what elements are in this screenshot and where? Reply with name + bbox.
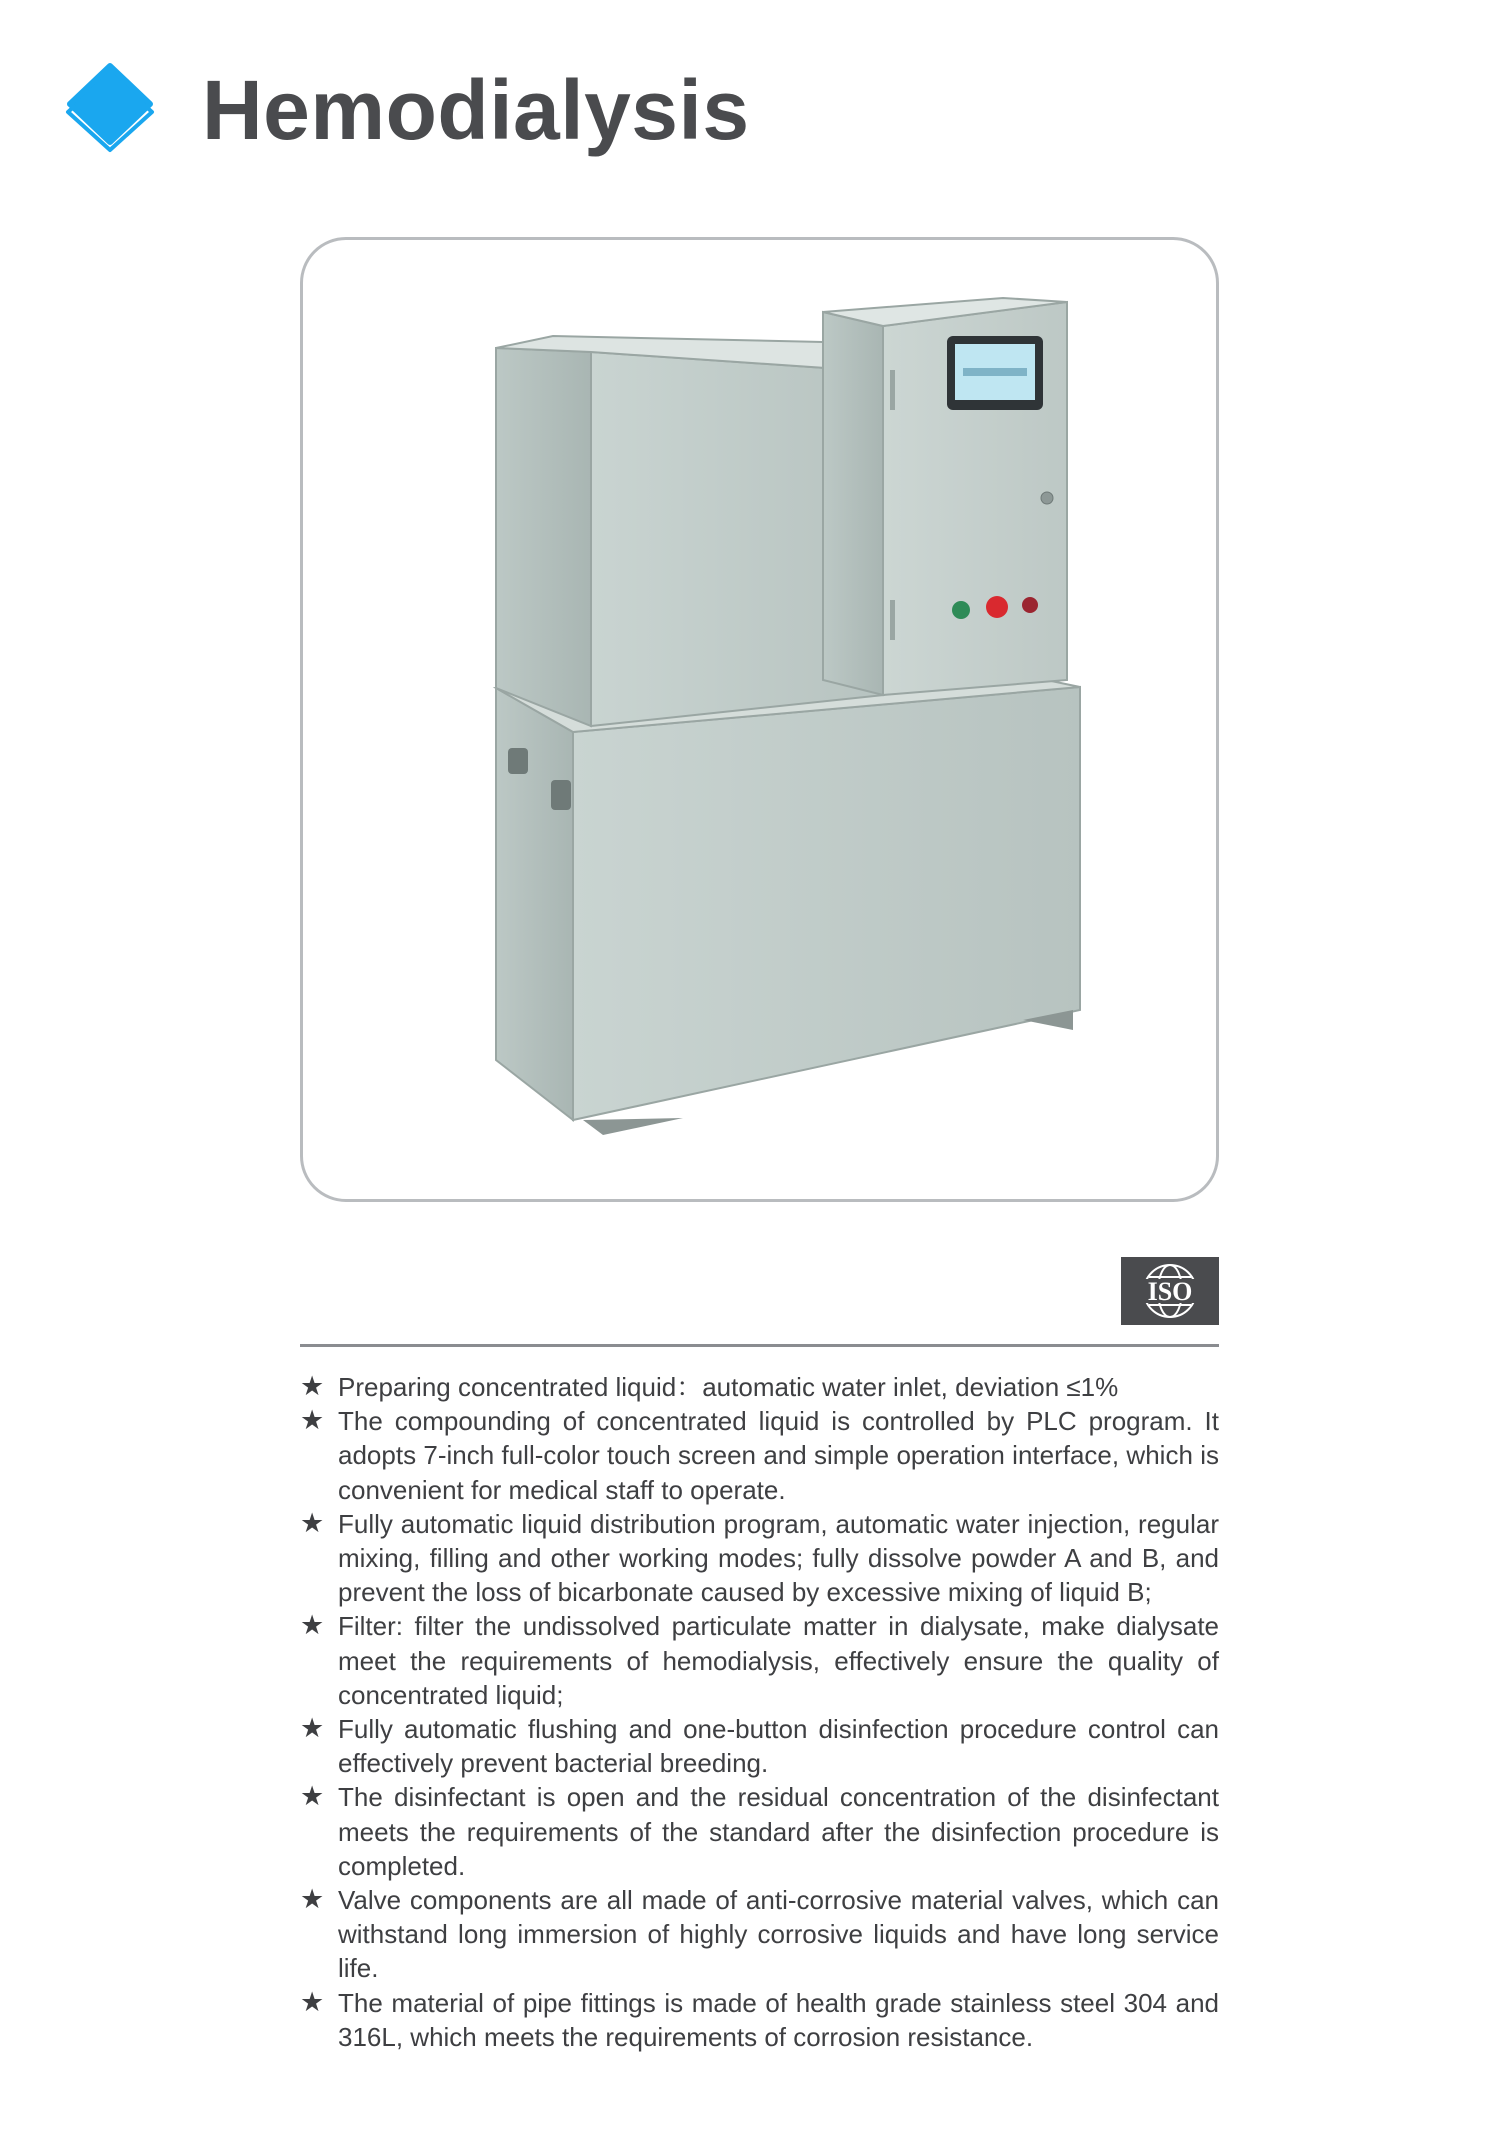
feature-text: Preparing concentrated liquid：automatic water inlet, deviation ≤1% [338,1372,1119,1402]
feature-list [300,1370,1219,2054]
dialysate-machine-illustration [303,240,1216,1199]
feature-text: The disinfectant is open and the residual concentration of the disinfectant meets the requirements of the standard after the disinfection procedure is completed. [338,1782,1219,1881]
feature-text: Fully automatic liquid distribution program, automatic water injection, regular mixing, filling and other working modes; fully dissolve powder A and B, and prevent the loss of bicarbonate caused by excessive mixing of liquid B; [338,1508,1219,1608]
feature-item [300,1507,1219,1610]
iso-certification-badge [1121,1257,1219,1325]
star-bullet-icon: ★ [300,1371,325,1402]
feature-item [300,1370,1219,1404]
star-bullet-icon: ★ [300,1405,325,1437]
blue-diamond-icon [60,60,160,160]
star-bullet-icon: ★ [300,1610,325,1642]
page-title: Hemodialysis [202,63,750,157]
star-bullet-icon: ★ [300,1986,325,2018]
feature-text: Valve components are all made of anti-corrosive material valves, which can withstand long immersion of highly corrosive liquids and have long service life. [338,1885,1219,1984]
feature-text: The material of pipe fittings is made of health grade stainless steel 304 and 316L, which meets the requirements of corrosion resistance. [338,1987,1219,2052]
feature-item [300,1712,1219,1780]
feature-item [300,1609,1219,1712]
star-bullet-icon: ★ [300,1781,325,1813]
star-bullet-icon: ★ [300,1507,325,1539]
section-divider [300,1344,1219,1347]
star-bullet-icon: ★ [300,1713,325,1745]
feature-text: Filter: filter the undissolved particulate matter in dialysate, make dialysate meet the requirements of hemodialysis, effectively ensure the quality of concentrated liquid; [338,1611,1219,1710]
feature-item [300,1986,1219,2054]
product-photo [300,237,1219,1202]
star-bullet-icon: ★ [300,1884,325,1916]
feature-item [300,1883,1219,1986]
feature-text: The compounding of concentrated liquid is controlled by PLC program. It adopts 7-inch full-color touch screen and simple operation interface, which is convenient for medical staff to operate. [338,1406,1219,1505]
page-header [60,55,750,165]
feature-text: Fully automatic flushing and one-button disinfection procedure control can effectively prevent bacterial breeding. [338,1714,1219,1779]
iso-badge-label: ISO [1147,1277,1193,1306]
feature-item [300,1404,1219,1507]
feature-item [300,1780,1219,1883]
